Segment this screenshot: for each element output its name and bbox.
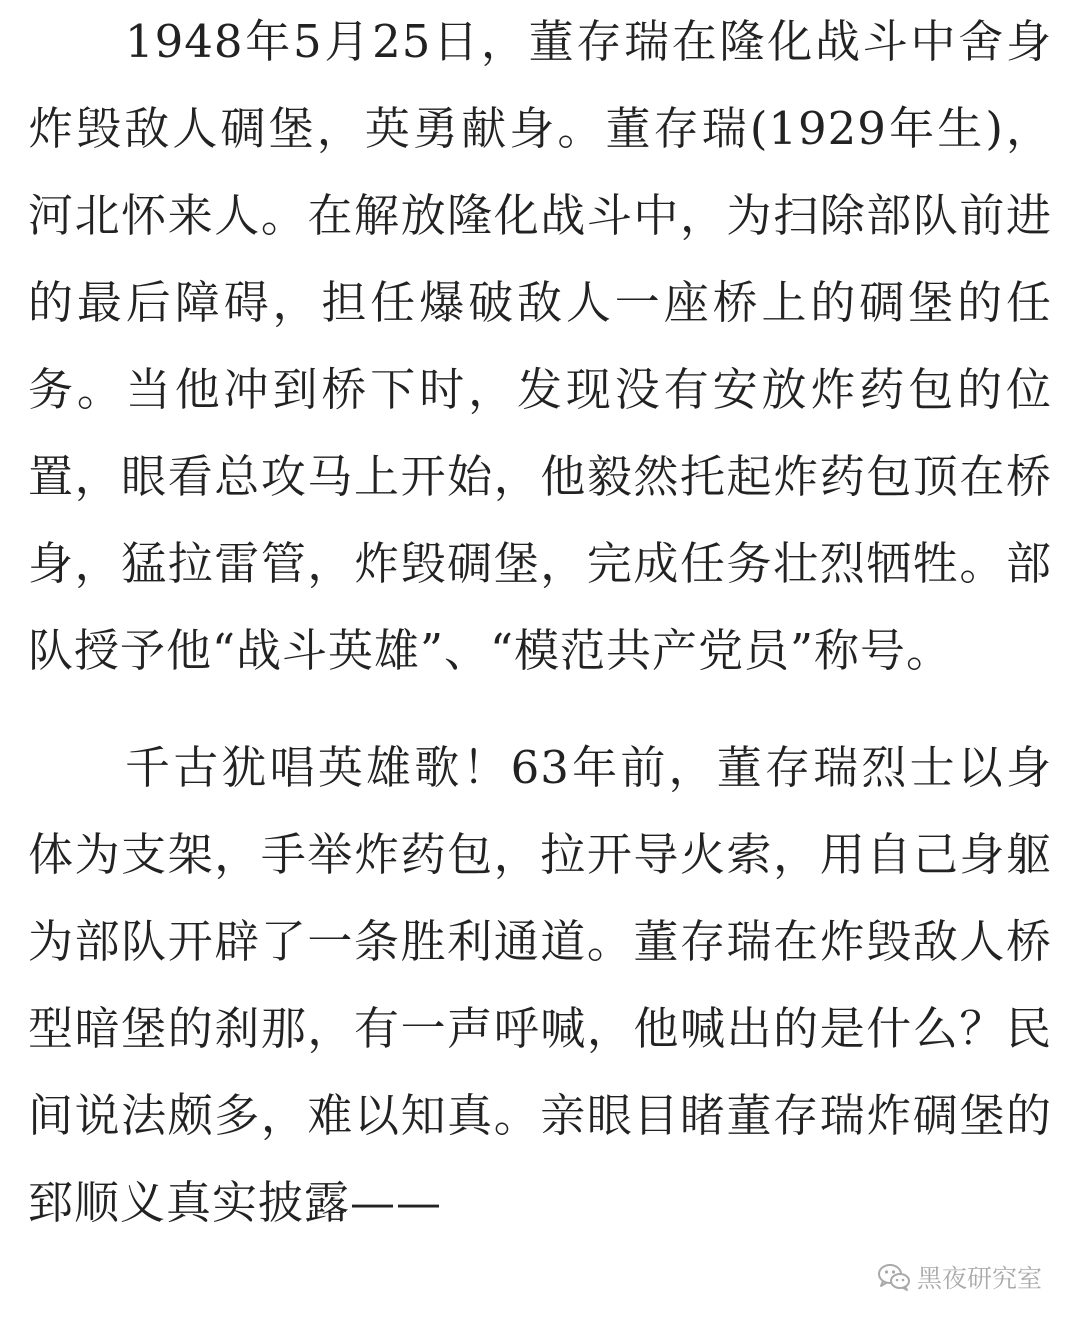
paragraph-1: 1948年5月25日，董存瑞在隆化战斗中舍身炸毁敌人碉堡，英勇献身。董存瑞(1929年生)，河北怀来人。在解放隆化战斗中，为扫除部队前进的最后障碍，担任爆破敌人一座桥上的碉堡的任务。当他冲到桥下时，发现没有安放炸药包的位置，眼看总攻马上开始，他毅然托起炸药包顶在桥身，猛拉雷管，炸毁碉堡，完成任务壮烈牺牲。部队授予他“战斗英雄”、“模范共产党员”称号。 (28, 15, 1052, 677)
watermark-text: 黑夜研究室 (916, 1264, 1042, 1293)
source-watermark (873, 1257, 1046, 1297)
article-body (28, 0, 1052, 1246)
paragraph-2: 千古犹唱英雄歌！63年前，董存瑞烈士以身体为支架，手举炸药包，拉开导火索，用自己身躯为部队开辟了一条胜利通道。董存瑞在炸毁敌人桥型暗堡的刹那，有一声呼喊，他喊出的是什么？民间说法颇多，难以知真。亲眼目睹董存瑞炸碉堡的郅顺义真实披露—— (28, 741, 1052, 1229)
wechat-icon (877, 1263, 911, 1291)
